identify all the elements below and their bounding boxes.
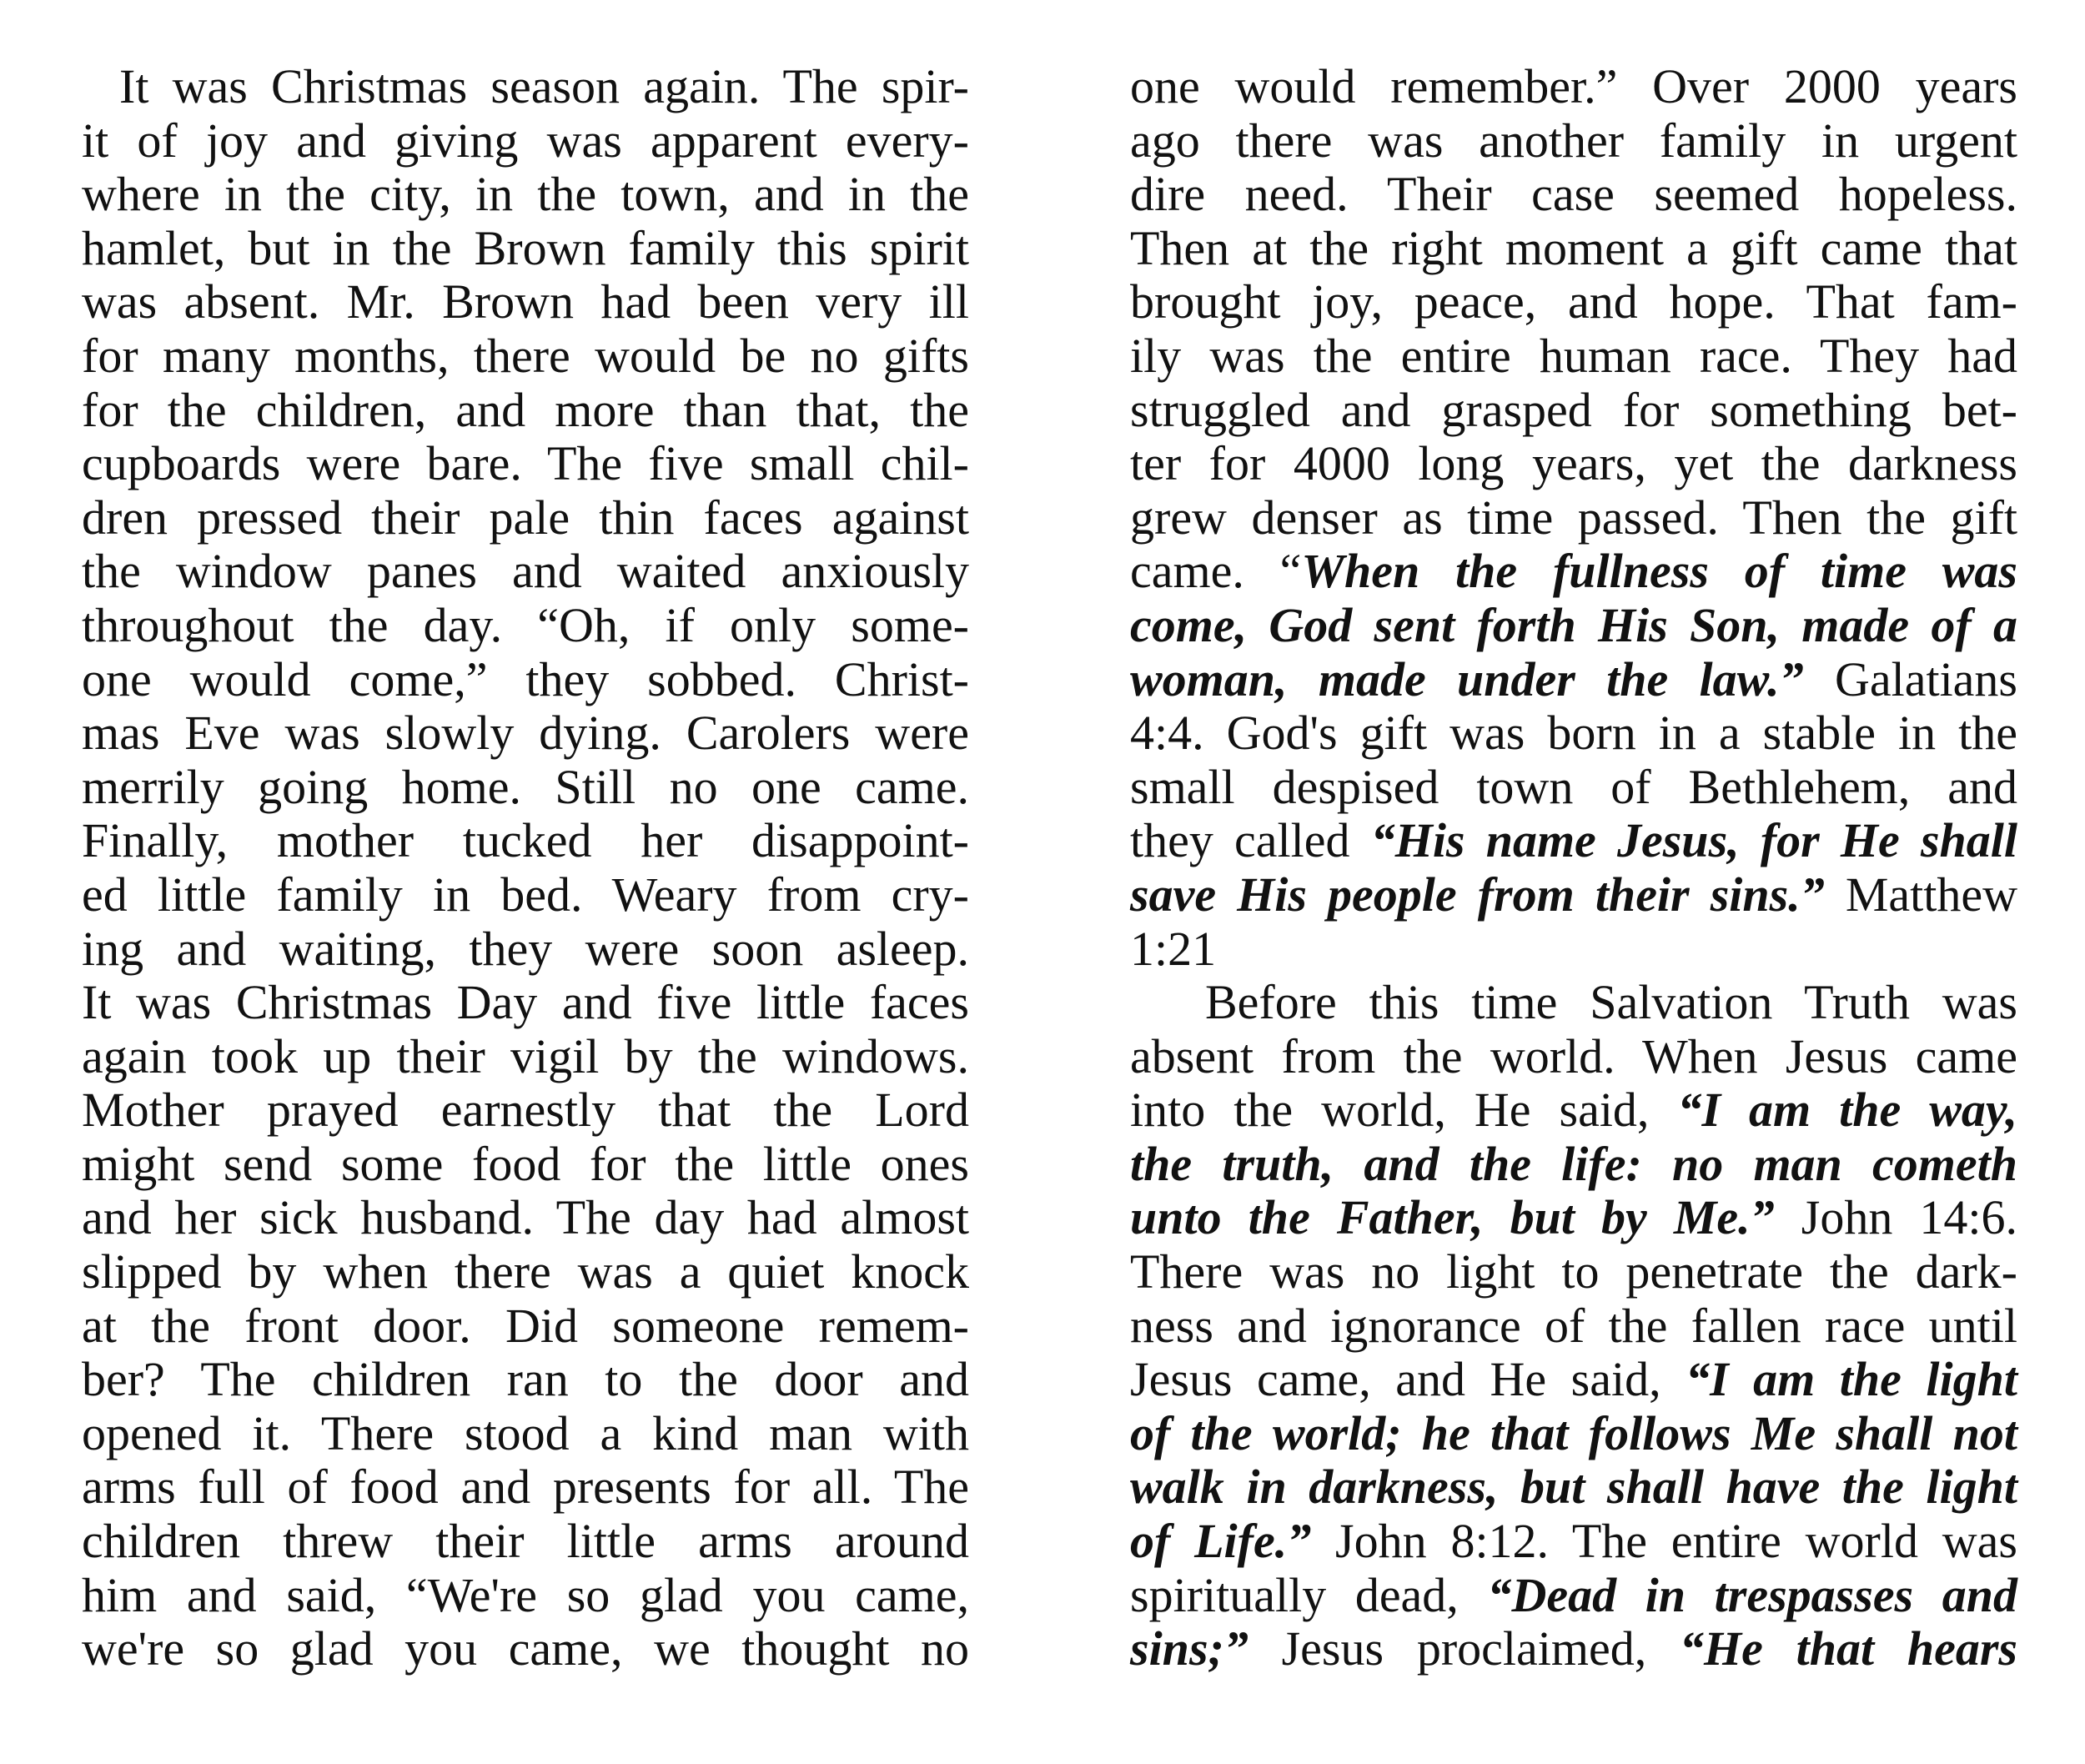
text-line: brought joy, peace, and hope. That fam-: [1130, 274, 2017, 329]
text-line: merrily going home. Still no one came.: [82, 759, 969, 814]
text-line: [1130, 599, 2017, 653]
text-line: Before this time Salvation Truth was: [1205, 975, 2017, 1030]
text-line: [1130, 1138, 2017, 1192]
text-line: again took up their vigil by the windows.: [82, 1028, 969, 1083]
text-line: ter for 4000 long years, yet the darkness: [1130, 436, 2017, 491]
scripture-quote: “Dead in trespasses and: [1487, 1567, 2018, 1622]
text-line: and her sick husband. The day had almost: [82, 1190, 969, 1245]
scripture-quote: of Life.”: [1130, 1514, 1312, 1569]
text-line: [1130, 1622, 2017, 1676]
text-line: [1130, 814, 2017, 868]
scripture-quote: of the world; he that follows Me shall not: [1130, 1405, 2017, 1460]
story-paragraph: [82, 60, 969, 1676]
text-line: [1130, 653, 2017, 707]
text-line: it of joy and giving was apparent every-: [82, 113, 969, 168]
plain-text: Jesus came, and He said,: [1130, 1352, 1686, 1407]
text-line: ily was the entire human race. They had: [1130, 328, 2017, 383]
plain-text: Jesus proclaimed,: [1248, 1621, 1680, 1676]
text-line: dren pressed their pale thin faces against: [82, 490, 969, 545]
text-line: cupboards were bare. The five small chil-: [82, 436, 969, 491]
text-line: ed little family in bed. Weary from cry-: [82, 867, 969, 922]
scripture-quote: save His people from their sins.”: [1130, 867, 1825, 922]
plain-text: came. “: [1130, 544, 1302, 599]
text-line: was absent. Mr. Brown had been very ill: [82, 274, 969, 329]
scripture-quote: walk in darkness, but shall have the light: [1130, 1460, 2017, 1515]
text-line: absent from the world. When Jesus came: [1130, 1028, 2017, 1083]
text-line: Then at the right moment a gift came that: [1130, 220, 2017, 275]
text-line: dire need. Their case seemed hopeless.: [1130, 167, 2017, 222]
plain-text: spiritually dead,: [1130, 1567, 1488, 1622]
text-line: [1130, 1569, 2017, 1623]
text-line: [1130, 1083, 2017, 1138]
plain-text: John 8:12. The entire world was: [1311, 1514, 2017, 1569]
scripture-reference: Galatians: [1803, 651, 2017, 706]
plain-text: they called: [1130, 813, 1371, 868]
text-line: struggled and grasped for something bet-: [1130, 382, 2017, 437]
text-line: ber? The children ran to the door and: [82, 1352, 969, 1407]
scripture-quote: the truth, and the life: no man cometh: [1130, 1136, 2017, 1191]
text-line: one would come,” they sobbed. Christ-: [82, 651, 969, 706]
scripture-quote: “I am the light: [1686, 1352, 2017, 1407]
story-paragraph: [1130, 60, 2017, 976]
text-line: where in the city, in the town, and in the: [82, 167, 969, 222]
text-line: opened it. There stood a kind man with: [82, 1405, 969, 1460]
text-line: There was no light to penetrate the dark-: [1130, 1244, 2017, 1299]
text-line: we're so glad you came, we thought no: [82, 1621, 969, 1676]
text-line: ness and ignorance of the fallen race until: [1130, 1298, 2017, 1353]
scripture-quote: “I am the way,: [1677, 1083, 2017, 1138]
scripture-quote: When the fullness of time was: [1301, 544, 2017, 599]
text-line: children threw their little arms around: [82, 1514, 969, 1569]
story-paragraph: [1130, 976, 2017, 1676]
scripture-reference: 1:21: [1130, 921, 1217, 976]
scripture-quote: sins;”: [1130, 1621, 1248, 1676]
text-line: throughout the day. “Oh, if only some-: [82, 597, 969, 652]
scripture-quote: unto the Father, but by Me.”: [1130, 1190, 1775, 1245]
text-line: arms full of food and presents for all. The: [82, 1460, 969, 1515]
text-line: grew denser as time passed. Then the gift: [1130, 490, 2017, 545]
text-line: [1130, 868, 2017, 922]
scripture-reference: Matthew: [1824, 867, 2017, 922]
text-line: for the children, and more than that, the: [82, 382, 969, 437]
plain-text: into the world, He said,: [1130, 1083, 1678, 1138]
text-line: [1130, 1353, 2017, 1407]
text-line: [1130, 1407, 2017, 1461]
text-line: It was Christmas season again. The spir-: [119, 59, 969, 113]
text-line: for many months, there would be no gifts: [82, 328, 969, 383]
text-line: Finally, mother tucked her disappoint-: [82, 813, 969, 868]
text-line: [1130, 1460, 2017, 1515]
text-line: slipped by when there was a quiet knock: [82, 1244, 969, 1299]
text-line: Mother prayed earnestly that the Lord: [82, 1083, 969, 1138]
scripture-quote: woman, made under the law.”: [1130, 651, 1804, 706]
scripture-quote: “His name Jesus, for He shall: [1370, 813, 2017, 868]
scripture-quote: “He that hears: [1679, 1621, 2017, 1676]
text-line: [1130, 1515, 2017, 1569]
text-line: mas Eve was slowly dying. Carolers were: [82, 706, 969, 761]
text-line: [1130, 1191, 2017, 1245]
right-column: [1130, 60, 2017, 1676]
text-line: ing and waiting, they were soon asleep.: [82, 921, 969, 976]
text-line: the window panes and waited anxiously: [82, 544, 969, 599]
text-line: ago there was another family in urgent: [1130, 113, 2017, 168]
text-line: one would remember.” Over 2000 years: [1130, 59, 2017, 113]
text-line: might send some food for the little ones: [82, 1136, 969, 1191]
text-line: him and said, “We're so glad you came,: [82, 1567, 969, 1622]
text-line: It was Christmas Day and five little faces: [82, 975, 969, 1030]
text-line: 4:4. God's gift was born in a stable in the: [1130, 706, 2017, 761]
text-line: at the front door. Did someone remem-: [82, 1298, 969, 1353]
scripture-quote: come, God sent forth His Son, made of a: [1130, 597, 2017, 652]
scripture-reference: John 14:6.: [1774, 1190, 2018, 1245]
text-line: small despised town of Bethlehem, and: [1130, 759, 2017, 814]
text-line: [1130, 545, 2017, 599]
text-line: hamlet, but in the Brown family this spirit: [82, 220, 969, 275]
left-column: [82, 60, 969, 1676]
